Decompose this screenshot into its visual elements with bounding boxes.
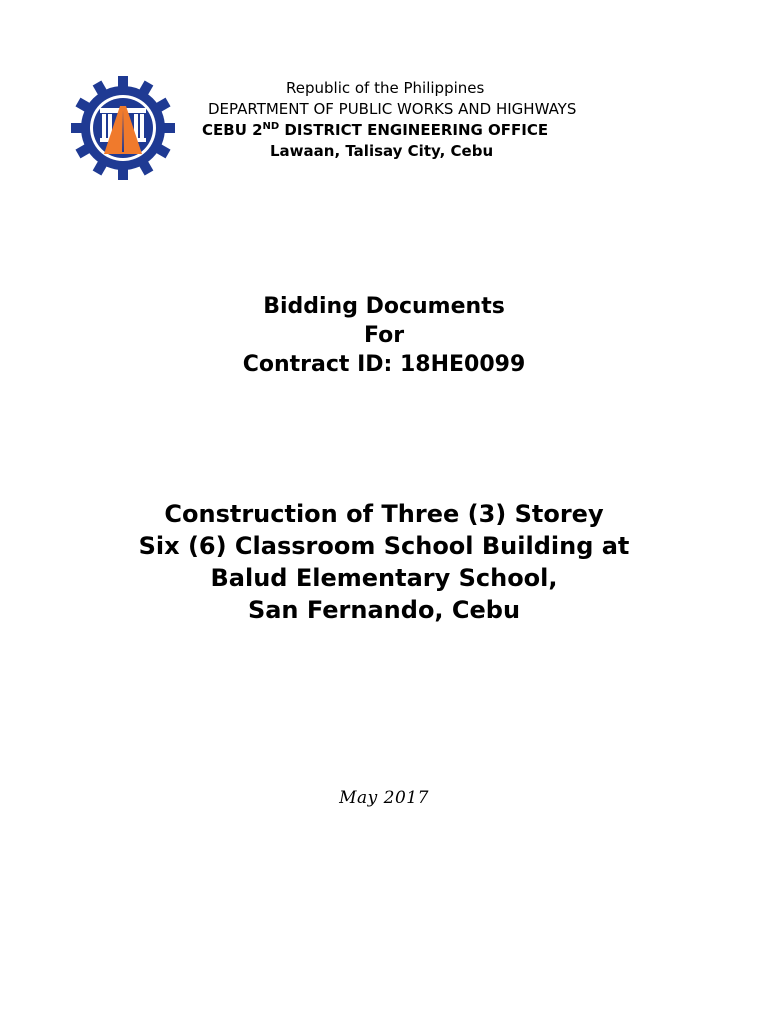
project-title [0,498,768,626]
contract-id: Contract ID: 18HE0099 [242,352,526,377]
project-line-3: Balud Elementary School, [210,564,558,592]
project-line-2: Six (6) Classroom School Building at [138,532,630,560]
header-address: Lawaan, Talisay City, Cebu [270,142,494,160]
title-line-1: Bidding Documents [263,294,505,319]
project-line-4: San Fernando, Cebu [247,596,521,624]
header-republic: Republic of the Philippines [286,79,485,97]
dpwh-gear-seal-icon [68,76,178,180]
document-title [0,292,768,379]
title-line-2: For [363,323,405,348]
header-department: DEPARTMENT OF PUBLIC WORKS AND HIGHWAYS [208,100,577,118]
project-line-1: Construction of Three (3) Storey [164,500,604,528]
document-date: May 2017 [339,788,429,808]
header-district-office: CEBU 2ND DISTRICT ENGINEERING OFFICE [202,121,549,139]
